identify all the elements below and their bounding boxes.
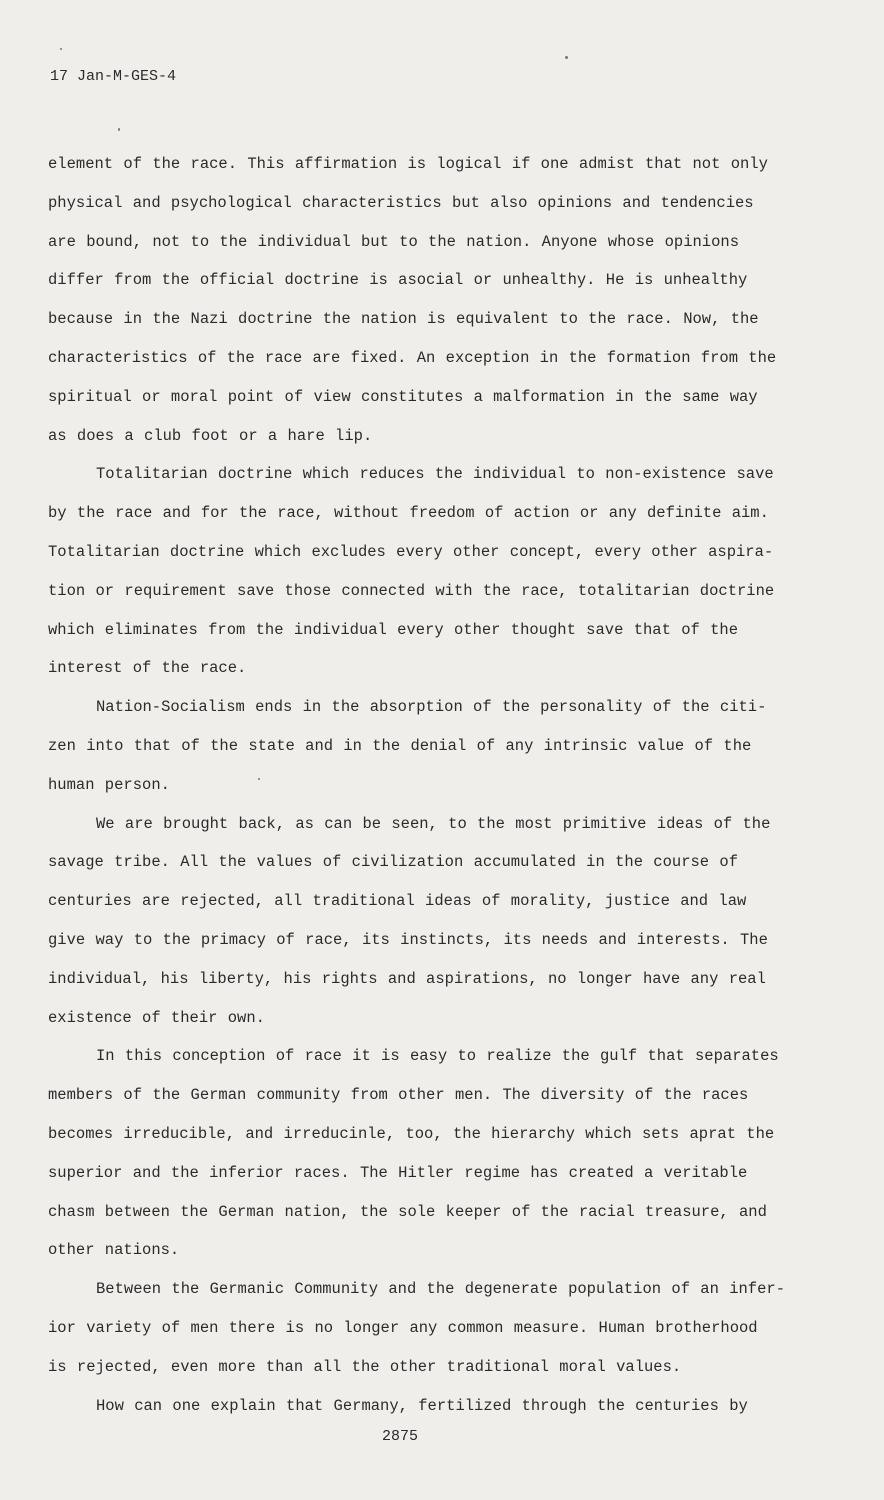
paragraph-2 xyxy=(48,455,823,688)
text-line: Totalitarian doctrine which reduces the individual to non-existence save xyxy=(96,465,774,484)
paragraph-3 xyxy=(48,688,823,804)
text-line: individual, his liberty, his rights and aspirations, no longer have any real xyxy=(48,969,766,988)
text-line: as does a club foot or a hare lip. xyxy=(48,426,373,445)
text-line: tion or requirement save those connected with the race, totalitarian doctrine xyxy=(48,581,775,600)
text-line: spiritual or moral point of view constitutes a malformation in the same way xyxy=(48,387,758,406)
text-line: In this conception of race it is easy to realize the gulf that separates xyxy=(96,1047,779,1066)
text-line: We are brought back, as can be seen, to the most primitive ideas of the xyxy=(96,814,771,833)
text-line: chasm between the German nation, the sole keeper of the racial treasure, and xyxy=(48,1202,767,1221)
text-line: zen into that of the state and in the denial of any intrinsic value of the xyxy=(48,736,752,755)
paper-speck xyxy=(118,128,120,131)
paper-speck xyxy=(258,778,260,780)
body-text xyxy=(48,145,823,1425)
text-line: give way to the primacy of race, its instincts, its needs and interests. The xyxy=(48,930,768,949)
page-number: 2875 xyxy=(381,1428,418,1445)
text-line: How can one explain that Germany, fertilized through the centuries by xyxy=(96,1396,748,1415)
text-line: Nation-Socialism ends in the absorption of the personality of the citi- xyxy=(96,698,767,717)
text-line: interest of the race. xyxy=(48,659,247,678)
text-line: ior variety of men there is no longer any common measure. Human brotherhood xyxy=(48,1318,758,1337)
text-line: physical and psychological characteristics but also opinions and tendencies xyxy=(48,193,754,212)
text-line: Totalitarian doctrine which excludes every other concept, every other aspira- xyxy=(48,542,774,561)
text-line: becomes irreducible, and irreducinle, too, the hierarchy which sets aprat the xyxy=(48,1124,775,1143)
text-line: by the race and for the race, without freedom of action or any definite aim. xyxy=(48,504,769,523)
text-line: savage tribe. All the values of civilization accumulated in the course of xyxy=(48,853,739,872)
document-id: 17 Jan-M-GES-4 xyxy=(50,68,177,85)
text-line: because in the Nazi doctrine the nation is equivalent to the race. Now, the xyxy=(48,310,759,329)
paragraph-5 xyxy=(48,1037,823,1270)
text-line: human person. xyxy=(48,775,170,794)
paper-speck xyxy=(565,56,568,59)
text-line: which eliminates from the individual every other thought save that of the xyxy=(48,620,739,639)
paragraph-4 xyxy=(48,805,823,1038)
text-line: are bound, not to the individual but to the nation. Anyone whose opinions xyxy=(48,232,740,251)
text-line: other nations. xyxy=(48,1241,180,1260)
paper-speck xyxy=(60,48,62,50)
text-line: characteristics of the race are fixed. An exception in the formation from the xyxy=(48,348,777,367)
text-line: members of the German community from other men. The diversity of the races xyxy=(48,1086,749,1105)
text-line: superior and the inferior races. The Hitler regime has created a veritable xyxy=(48,1163,748,1182)
text-line: differ from the official doctrine is asocial or unhealthy. He is unhealthy xyxy=(48,271,748,290)
paragraph-1 xyxy=(48,145,823,455)
text-line: is rejected, even more than all the other traditional moral values. xyxy=(48,1357,682,1376)
text-line: existence of their own. xyxy=(48,1008,265,1027)
paragraph-7 xyxy=(48,1387,823,1426)
text-line: centuries are rejected, all traditional ideas of morality, justice and law xyxy=(48,892,747,911)
text-line: Between the Germanic Community and the degenerate population of an infer- xyxy=(96,1280,786,1299)
paragraph-6 xyxy=(48,1270,823,1386)
text-line: element of the race. This affirmation is logical if one admist that not only xyxy=(48,155,768,173)
